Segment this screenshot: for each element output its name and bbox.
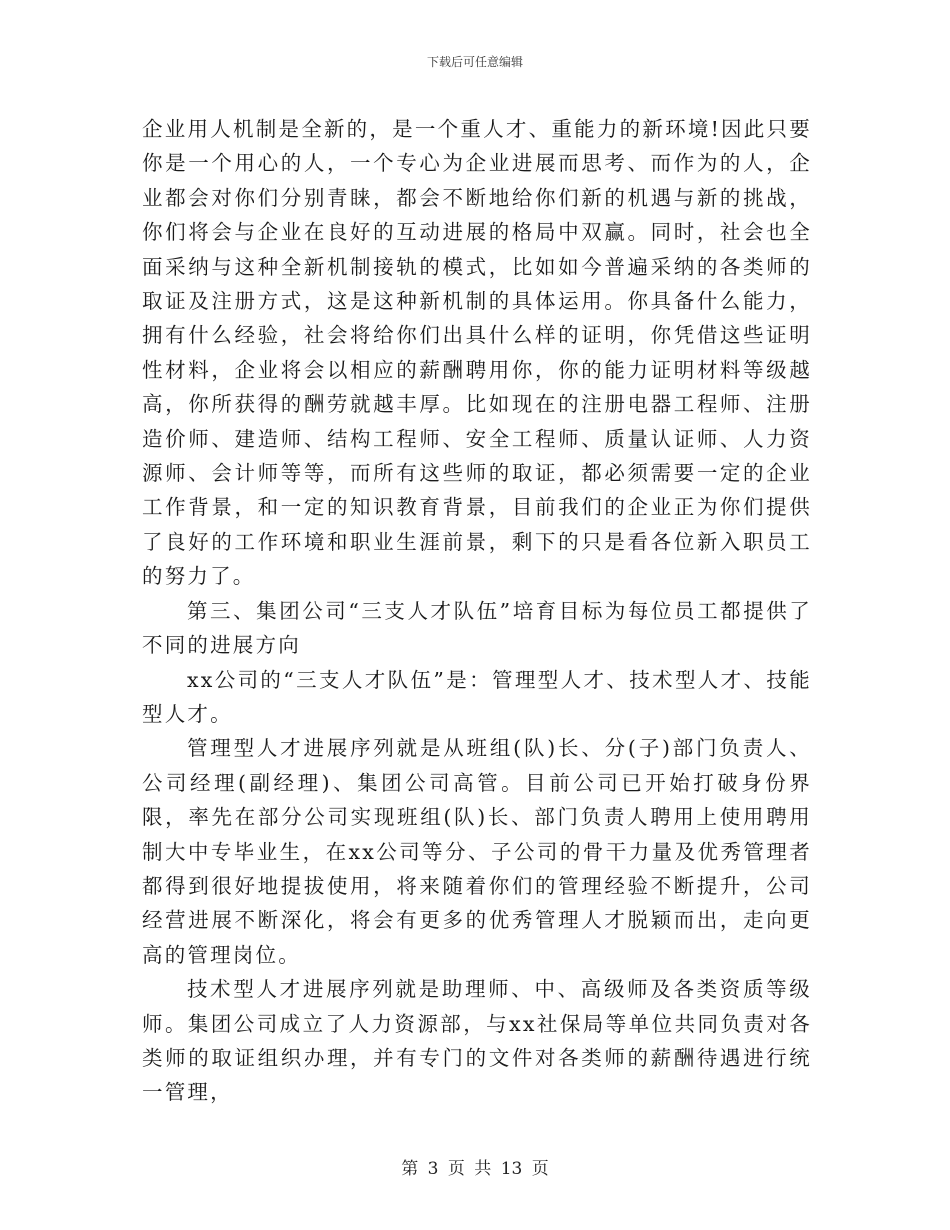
page-footer: 第 3 页 共 13 页 bbox=[401, 1159, 549, 1179]
page-header: 下载后可任意编辑 bbox=[426, 55, 523, 69]
paragraph-section-heading: 第三、集团公司“三支人才队伍”培育目标为每位员工都提供了不同的进展方向 bbox=[142, 598, 812, 658]
paragraph-three-talent-teams: xx公司的“三支人才队伍”是：管理型人才、技术型人才、技能型人才。 bbox=[142, 667, 812, 726]
paragraph-technical-talent: 技术型人才进展序列就是助理师、中、高级师及各类资质等级师。集团公司成立了人力资源部，与xx社保局等单位共同负责对各类师的取证组织办理，并有专门的文件对各类师的薪酬待遇进行统一管理， bbox=[142, 977, 812, 1105]
paragraph-management-talent: 管理型人才进展序列就是从班组(队)长、分(子)部门负责人、公司经理(副经理)、集团公司高管。目前公司已开始打破身份界限，率先在部分公司实现班组(队)长、部门负责人聘用上使用聘用制大中专毕业生，在xx公司等分、子公司的骨干力量及优秀管理者都得到很好地提拔使用，将来随着你们的管理经验不断提升，公司经营进展不断深化，将会有更多的优秀管理人才脱颖而出，走向更高的管理岗位。 bbox=[142, 736, 812, 967]
document-body bbox=[142, 112, 812, 1110]
paragraph-continuation: 企业用人机制是全新的，是一个重人才、重能力的新环境!因此只要你是一个用心的人，一个专心为企业进展而思考、而作为的人，企业都会对你们分别青睐，都会不断地给你们新的机遇与新的挑战，你们将会与企业在良好的互动进展的格局中双赢。同时，社会也全面采纳与这种全新机制接轨的模式，比如如今普遍采纳的各类师的取证及注册方式，这是这种新机制的具体运用。你具备什么能力，拥有什么经验，社会将给你们出具什么样的证明，你凭借这些证明性材料，企业将会以相应的薪酬聘用你，你的能力证明材料等级越高，你所获得的酬劳就越丰厚。比如现在的注册电器工程师、注册造价师、建造师、结构工程师、安全工程师、质量认证师、人力资源师、会计师等等，而所有这些师的取证，都必须需要一定的企业工作背景，和一定的知识教育背景，目前我们的企业正为你们提供了良好的工作环境和职业生涯前景，剩下的只是看各位新入职员工的努力了。 bbox=[142, 117, 812, 589]
